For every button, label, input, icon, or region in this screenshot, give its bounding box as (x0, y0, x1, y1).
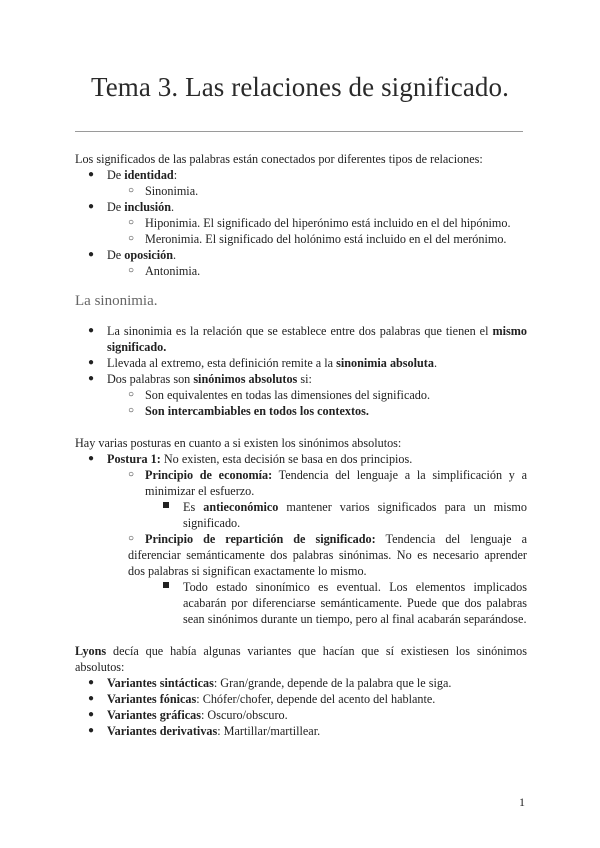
page-title: Tema 3. Las relaciones de significado. (90, 72, 509, 102)
bullet-icon: ● (88, 201, 95, 212)
list-item: ○ Principio de economía: Tendencia del lenguaje a la simplificación y a minimizar el esfuerzo. (128, 468, 528, 498)
page-number: 1 (519, 795, 525, 809)
list-item: ● Llevada al extremo, esta definición remite a la sinonimia absoluta. (88, 356, 438, 370)
list-item: ● Variantes derivativas: Martillar/martillear. (88, 724, 321, 738)
bullet-icon: ● (88, 325, 95, 336)
circle-bullet-icon: ○ (128, 265, 135, 276)
list-item: ○ Principio de repartición de significado: Tendencia del lenguaje a diferenciar semánticamente dos palabras sinónimas. No es necesario aprender dos palabras si significan exactamente lo mismo. (128, 532, 527, 578)
bullet-icon: ● (88, 357, 95, 368)
list-item: ● Variantes gráficas: Oscuro/obscuro. (88, 708, 288, 722)
bullet-icon: ● (88, 373, 95, 384)
list-item: ○ Son intercambiables en todos los contextos. (128, 404, 369, 418)
list-item: ● La sinonimia es la relación que se establece entre dos palabras que tienen el mismo significado. (88, 324, 527, 354)
intro-paragraph: Los significados de las palabras están conectados por diferentes tipos de relaciones: (75, 152, 483, 166)
list-item: ○ Son equivalentes en todas las dimensiones del significado. (128, 388, 430, 402)
bullet-icon: ● (88, 249, 95, 260)
square-bullet-icon (163, 582, 169, 588)
bullet-icon: ● (88, 677, 95, 688)
list-item: ○ Sinonimia. (128, 184, 199, 198)
postures-list (75, 451, 527, 627)
relations-list (75, 167, 527, 279)
circle-bullet-icon: ○ (128, 217, 135, 228)
list-item: ○ Hiponimia. El significado del hiperónimo está incluido en el del hipónimo. (128, 216, 511, 230)
list-item: ● Variantes fónicas: Chófer/chofer, depende del acento del hablante. (88, 692, 436, 706)
list-item: Todo estado sinonímico es eventual. Los elementos implicados acabarán por diferenciarse semánticamente. Puede que dos palabras sean sinónimos durante un tiempo, pero al final acabarán separándose. (75, 579, 527, 627)
list-item: ○ Meronimia. El significado del holónimo está incluido en el del merónimo. (128, 232, 507, 246)
list-item: ● Dos palabras son sinónimos absolutos si: (88, 372, 312, 386)
bullet-icon: ● (88, 453, 95, 464)
list-item: ● De oposición. (88, 248, 177, 262)
circle-bullet-icon: ○ (128, 469, 135, 480)
title-divider (75, 131, 523, 132)
bullet-icon: ● (88, 725, 95, 736)
square-bullet-icon (163, 502, 169, 508)
list-item: ● Variantes sintácticas: Gran/grande, depende de la palabra que le siga. (88, 676, 452, 690)
list-item: ● Postura 1: No existen, esta decisión se basa en dos principios. (88, 452, 413, 466)
bullet-icon: ● (88, 693, 95, 704)
lyons-list (75, 675, 527, 739)
section-heading: La sinonimia. (75, 293, 158, 309)
list-item: Es antieconómico mantener varios significados para un mismo significado. (75, 499, 527, 531)
lyons-paragraph: Lyons decía que había algunas variantes que hacían que sí existiesen los sinónimos absolutos: (75, 644, 527, 674)
circle-bullet-icon: ○ (128, 405, 135, 416)
circle-bullet-icon: ○ (128, 185, 135, 196)
circle-bullet-icon: ○ (128, 389, 135, 400)
list-item: ● De inclusión. (88, 200, 175, 214)
circle-bullet-icon: ○ (128, 533, 135, 544)
list-item: ● De identidad: (88, 168, 178, 182)
bullet-icon: ● (88, 169, 95, 180)
circle-bullet-icon: ○ (128, 233, 135, 244)
document-body (75, 151, 527, 739)
synonymy-list (75, 323, 527, 419)
list-item: ○ Antonimia. (128, 264, 201, 278)
bullet-icon: ● (88, 709, 95, 720)
postures-intro: Hay varias posturas en cuanto a si existen los sinónimos absolutos: (75, 436, 402, 450)
